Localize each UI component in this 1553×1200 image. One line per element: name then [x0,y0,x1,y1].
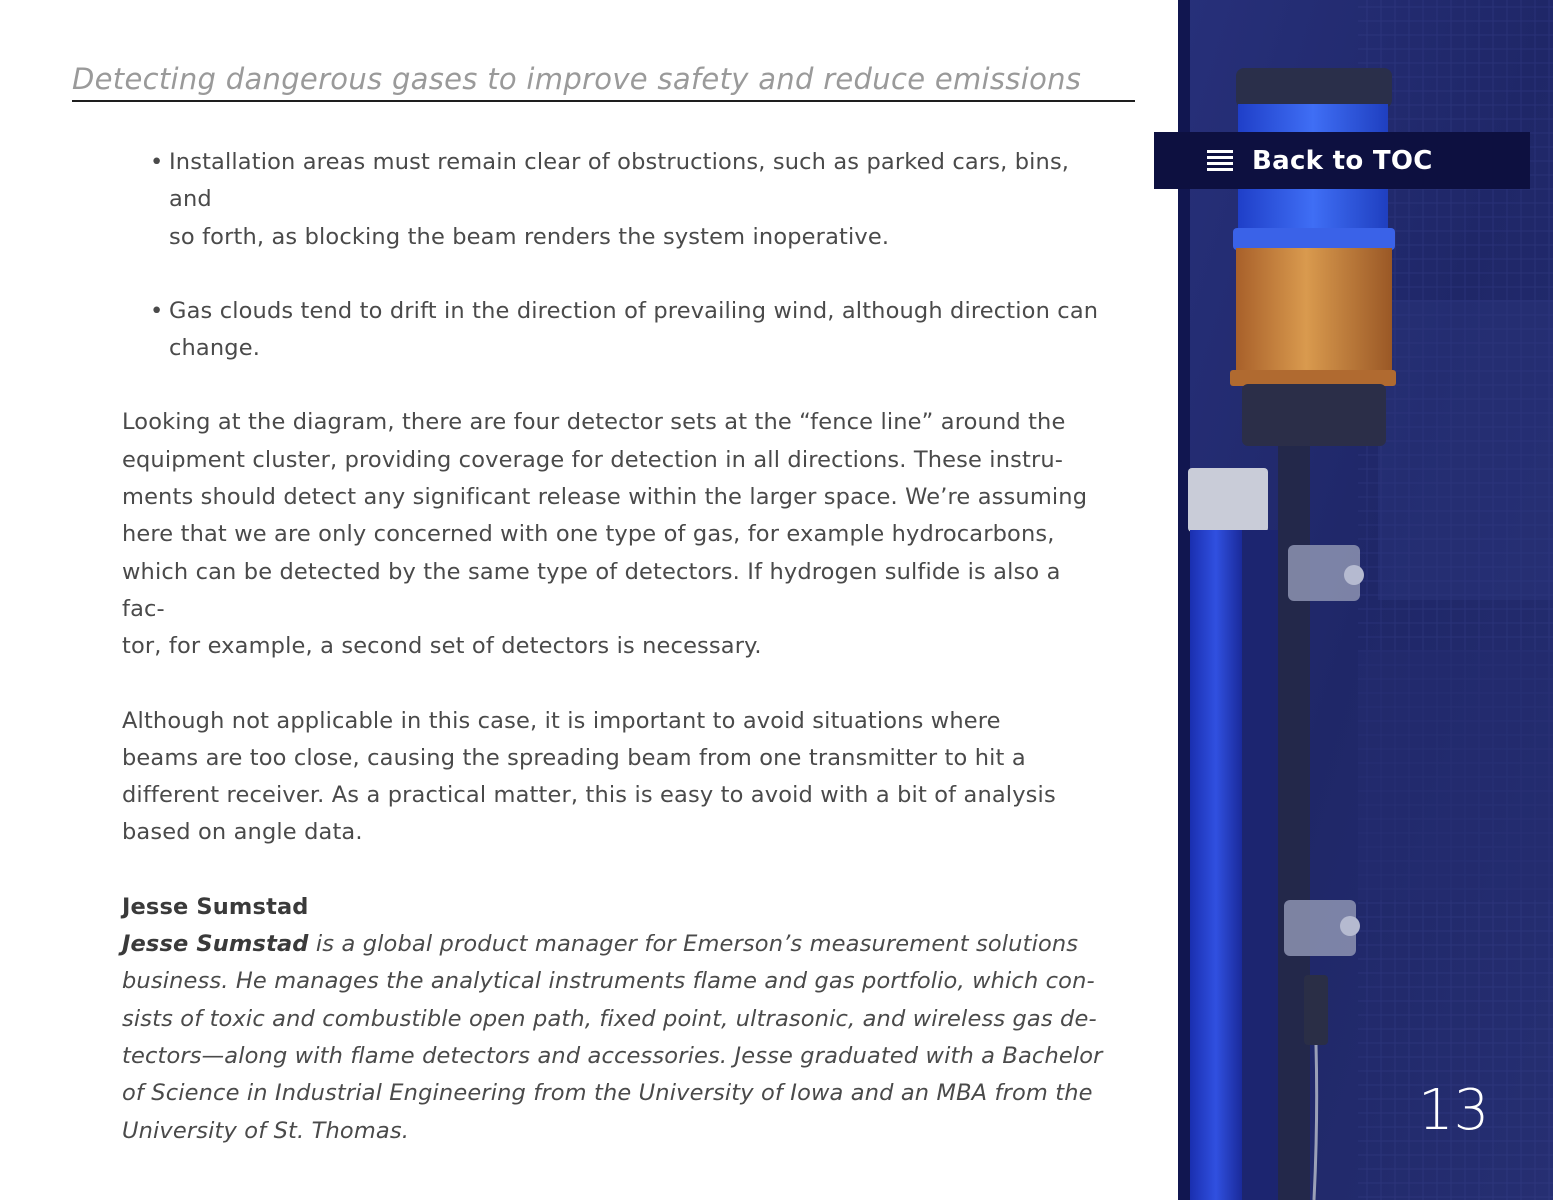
back-to-toc-button[interactable] [1154,132,1530,189]
bio-line-text: is a global product manager for Emerson’s measurement solutions [308,931,1079,958]
bullet-marker: • [150,297,164,324]
bullet-line: Gas clouds tend to drift in the direction of prevailing wind, although direction can [169,297,1099,324]
article-body [122,144,1107,1150]
page-header-title: Detecting dangerous gases to improve safety and reduce emissions [72,62,1082,96]
bullet-line: Installation areas must remain clear of obstructions, such as parked cars, bins, and [169,149,1070,213]
paragraph-line: different receiver. As a practical matter, this is easy to avoid with a bit of analysis [122,782,1056,809]
paragraph-line: ments should detect any significant release within the larger space. We’re assuming [122,484,1088,511]
paragraph-line: tor, for example, a second set of detectors is necessary. [122,633,762,660]
bullet-marker: • [150,149,164,175]
bullet-line: change. [169,335,261,362]
paragraph-line: beams are too close, causing the spreading beam from one transmitter to hit a [122,744,1026,771]
bio-author-name: Jesse Sumstad [122,931,309,958]
bio-line: sists of toxic and combustible open path, fixed point, ultrasonic, and wireless gas de- [122,1005,1097,1032]
author-bio [122,926,1107,1150]
bullet-line: so forth, as blocking the beam renders the system inoperative. [169,223,890,250]
paragraph-line: equipment cluster, providing coverage for detection in all directions. These instru- [122,446,1064,473]
page-number: 13 [1418,1078,1490,1143]
bio-line: business. He manages the analytical instruments flame and gas portfolio, which con- [122,968,1095,995]
paragraph-line: here that we are only concerned with one type of gas, for example hydrocarbons, [122,521,1055,548]
page-header [72,62,1135,102]
bullet-item [122,144,1107,256]
bio-line [122,926,1107,963]
paragraph-line: Although not applicable in this case, it is important to avoid situations where [122,707,1001,734]
bio-line: University of St. Thomas. [122,1117,409,1144]
bio-line: tectors—along with flame detectors and accessories. Jesse graduated with a Bachelor [122,1042,1103,1069]
paragraph-line: based on angle data. [122,819,363,846]
paragraph-fence-line [122,404,1107,665]
back-to-toc-label: Back to TOC [1252,145,1433,176]
list-icon [1207,150,1233,172]
bullet-item [122,293,1107,368]
author-heading: Jesse Sumstad [122,893,309,920]
paragraph-line: Looking at the diagram, there are four detector sets at the “fence line” around the [122,409,1066,436]
paragraph-beam-spacing [122,703,1107,852]
paragraph-line: which can be detected by the same type of detectors. If hydrogen sulfide is also a fac- [122,558,1061,622]
bio-line: of Science in Industrial Engineering from the University of Iowa and an MBA from the [122,1080,1093,1107]
